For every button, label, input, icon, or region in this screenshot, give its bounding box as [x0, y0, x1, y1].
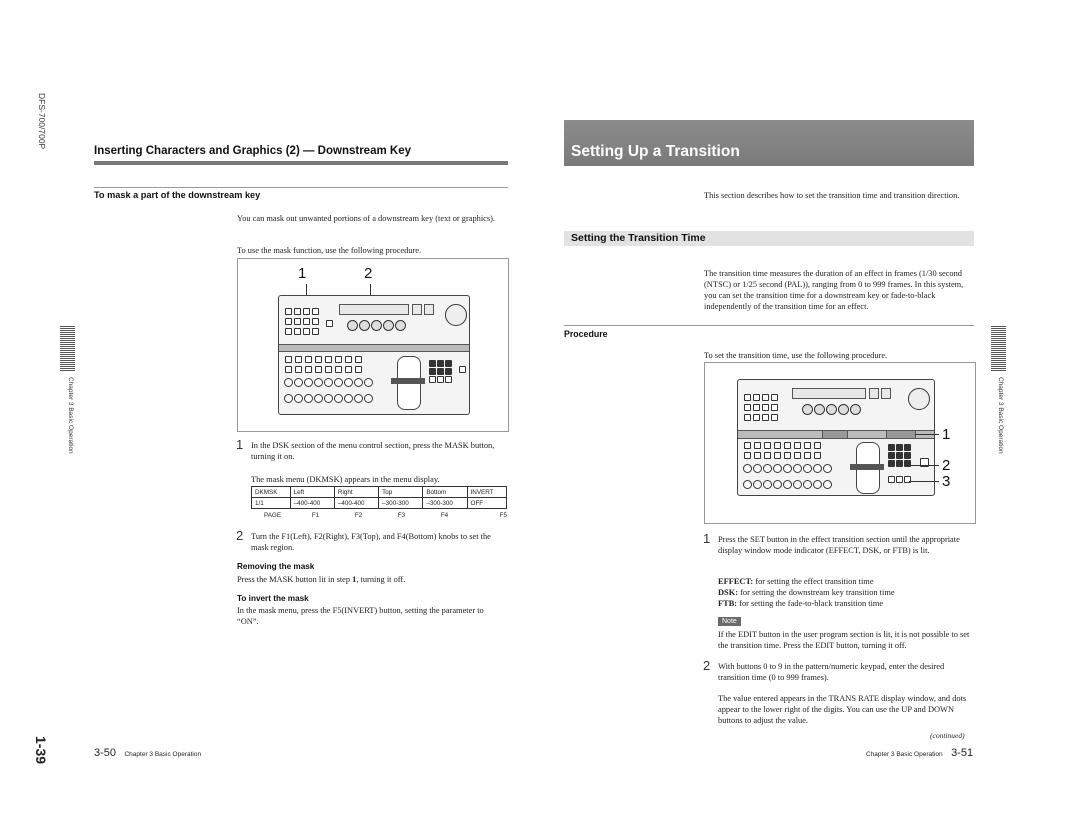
panel-button [794, 442, 801, 449]
crosspoint-button [284, 378, 293, 387]
panel-button [345, 356, 352, 363]
crosspoint-button [364, 378, 373, 387]
panel-button [303, 308, 310, 315]
figure-callout-2: 2 [364, 265, 373, 282]
procedure-rule [564, 325, 974, 326]
term-dsk: DSK: [718, 588, 739, 597]
continued-label: (continued) [930, 731, 965, 740]
section-rule [94, 187, 508, 188]
crosspoint-button [284, 394, 293, 403]
step-2-number: 2 [703, 658, 711, 673]
panel-button [744, 414, 751, 421]
crosspoint-button [334, 394, 343, 403]
panel-button [315, 366, 322, 373]
keypad-button [429, 376, 436, 383]
crosspoint-button [314, 394, 323, 403]
crosspoint-button [324, 378, 333, 387]
panel-button [762, 414, 769, 421]
crosspoint-button [354, 394, 363, 403]
table-cell: OFF [467, 498, 506, 509]
panel-button [345, 366, 352, 373]
keypad-button [904, 444, 911, 451]
menu-display [339, 304, 409, 315]
panel-button [312, 318, 319, 325]
fader-handle-icon [391, 378, 425, 384]
f2-knob [814, 404, 825, 415]
definition-dsk [718, 587, 970, 598]
table-row [252, 498, 507, 509]
set-button [888, 476, 895, 483]
panel-button [794, 452, 801, 459]
mask-menu-table [251, 486, 507, 509]
intro-paragraph-1: You can mask out unwanted portions of a downstream key (text or graphics). [237, 214, 496, 223]
f5-knob [850, 404, 861, 415]
f4-knob [383, 320, 394, 331]
panel-button [754, 442, 761, 449]
panel-button [744, 404, 751, 411]
table-cell: –300-300 [379, 498, 423, 509]
display-small-1 [869, 388, 879, 399]
panel-button [325, 366, 332, 373]
crosspoint-button [334, 378, 343, 387]
keypad-button [896, 444, 903, 451]
right-footer-number: 3-51 [951, 747, 974, 759]
table-cell: Top [379, 487, 423, 498]
panel-button [295, 356, 302, 363]
control-panel-figure-left [237, 258, 509, 432]
panel-button [764, 452, 771, 459]
trans-rate-display-2 [886, 430, 916, 439]
step-2-number: 2 [236, 528, 244, 543]
crosspoint-button [344, 394, 353, 403]
joystick-icon [445, 304, 467, 326]
panel-button [762, 394, 769, 401]
crosspoint-button [354, 378, 363, 387]
panel-button [294, 308, 301, 315]
remove-text-b: , turning it off. [356, 575, 406, 584]
crosspoint-button [753, 480, 762, 489]
step-1-text: In the DSK section of the menu control section, press the MASK button, turning it on. [251, 441, 495, 461]
keypad-button [437, 360, 444, 367]
page-title [564, 120, 974, 166]
right-intro: This section describes how to set the transition time and transition direction. [704, 191, 960, 200]
panel-button [305, 366, 312, 373]
crosspoint-button [344, 378, 353, 387]
crosspoint-button [823, 480, 832, 489]
step-2-paragraph: The value entered appears in the TRANS RATE display window, and dots appear to the lower right of the digits. You can use the UP and DOWN buttons to adjust the value. [718, 694, 967, 725]
crosspoint-button [763, 480, 772, 489]
remove-step-ref: 1 [352, 575, 357, 584]
callout-leader-3 [909, 481, 939, 482]
crosspoint-button [743, 480, 752, 489]
table-cell: Right [334, 487, 378, 498]
left-page-header: Inserting Characters and Graphics (2) — Downstream Key [94, 145, 411, 157]
panel-button [285, 308, 292, 315]
table-cell: DKMSK [252, 487, 291, 498]
panel-button [804, 442, 811, 449]
keypad-button [904, 452, 911, 459]
transition-paragraph: The transition time measures the duration of an effect in frames (1/30 second (NTSC) or 1/25 second (PAL)), ranging from 0 to 999 frames. In this system, you can set the transition time for a downstream key or fade-to-black independently of the transition time for an effect. [704, 269, 964, 311]
panel-button [814, 442, 821, 449]
panel-button [814, 452, 821, 459]
keypad-button [437, 376, 444, 383]
step-1-number: 1 [703, 531, 711, 546]
table-cell: Left [290, 487, 334, 498]
page-number-vertical: 1-39 [33, 736, 49, 765]
right-footer [866, 743, 973, 761]
f3-knob [826, 404, 837, 415]
keypad-button [437, 368, 444, 375]
invert-text: In the mask menu, press the F5(INVERT) button, setting the parameter to “ON”. [237, 606, 484, 626]
definition-ftb [718, 598, 970, 609]
crosspoint-button [743, 464, 752, 473]
table-cell: 1/1 [252, 498, 291, 509]
right-tab-hatch [991, 326, 1006, 371]
f5-knob [395, 320, 406, 331]
keypad-button [888, 444, 895, 451]
procedure-heading: Procedure [564, 329, 608, 339]
step-1-number: 1 [236, 437, 244, 452]
procedure-intro: To set the transition time, use the following procedure. [704, 351, 888, 360]
panel-button [784, 442, 791, 449]
crosspoint-button [773, 480, 782, 489]
keypad-button [888, 452, 895, 459]
crosspoint-button [753, 464, 762, 473]
f2-knob [359, 320, 370, 331]
figure-callout-2: 2 [942, 457, 951, 474]
callout-leader-2 [909, 465, 939, 466]
keypad-button [429, 368, 436, 375]
crosspoint-button [793, 464, 802, 473]
panel-button [771, 394, 778, 401]
step-2-text: Turn the F1(Left), F2(Right), F3(Top), and F4(Bottom) knobs to set the mask region. [251, 532, 491, 552]
callout-leader-1 [915, 434, 939, 435]
panel-button [744, 394, 751, 401]
crosspoint-button [813, 464, 822, 473]
fkey-label: F1 [311, 512, 320, 519]
table-cell: –400-400 [290, 498, 334, 509]
panel-button [774, 442, 781, 449]
keypad-button [888, 460, 895, 467]
mode-definitions [718, 576, 970, 609]
panel-button [762, 404, 769, 411]
switcher-console [737, 379, 935, 496]
panel-button [771, 404, 778, 411]
crosspoint-button [304, 394, 313, 403]
function-key-labels [251, 512, 507, 519]
note-text: If the EDIT button in the user program section is lit, it is not possible to set the transition time. Press the EDIT button, turning it off. [718, 630, 970, 650]
f1-knob [347, 320, 358, 331]
table-cell: –400-400 [334, 498, 378, 509]
crosspoint-button [823, 464, 832, 473]
display-small-2 [881, 388, 891, 399]
display-small-1 [412, 304, 422, 315]
desc-dsk: for setting the downstream key transition time [738, 588, 895, 597]
term-ftb: FTB: [718, 599, 738, 608]
crosspoint-button [364, 394, 373, 403]
panel-button [294, 328, 301, 335]
panel-button [459, 366, 466, 373]
panel-button [315, 356, 322, 363]
panel-button [335, 366, 342, 373]
invert-heading: To invert the mask [237, 594, 309, 603]
crosspoint-button [803, 480, 812, 489]
table-cell: Bottom [423, 487, 467, 498]
figure-callout-3: 3 [942, 473, 951, 490]
panel-button [305, 356, 312, 363]
panel-button [312, 328, 319, 335]
joystick-icon [908, 388, 930, 410]
up-button [896, 476, 903, 483]
panel-button [303, 318, 310, 325]
crosspoint-button [783, 480, 792, 489]
remove-text-a: Press the MASK button lit in step [237, 575, 353, 584]
section-heading: To mask a part of the downstream key [94, 190, 261, 200]
crosspoint-button [294, 378, 303, 387]
panel-button [312, 308, 319, 315]
keypad-button [445, 368, 452, 375]
f3-knob [371, 320, 382, 331]
panel-button [303, 328, 310, 335]
panel-button [753, 414, 760, 421]
panel-button [774, 452, 781, 459]
left-footer-number: 3-50 [94, 747, 117, 759]
desc-effect: for setting the effect transition time [753, 577, 874, 586]
crosspoint-button [813, 480, 822, 489]
f1-knob [802, 404, 813, 415]
keypad-button [445, 376, 452, 383]
panel-button [285, 318, 292, 325]
removing-heading: Removing the mask [237, 562, 315, 571]
panel-button [754, 452, 761, 459]
intro-paragraph-2: To use the mask function, use the following procedure. [237, 246, 422, 255]
crosspoint-button [783, 464, 792, 473]
trans-rate-display [822, 430, 848, 439]
panel-button [771, 414, 778, 421]
panel-button [285, 328, 292, 335]
subsection-bar [564, 231, 974, 246]
panel-button [285, 356, 292, 363]
menu-caption: The mask menu (DKMSK) appears in the menu display. [251, 475, 440, 484]
panel-button [355, 356, 362, 363]
header-rule [94, 161, 508, 165]
left-footer [94, 743, 201, 761]
note-badge: Note [718, 617, 741, 626]
left-tab-hatch [60, 326, 75, 371]
right-footer-chapter: Chapter 3 Basic Operation [866, 751, 943, 758]
figure-callout-1: 1 [942, 426, 951, 443]
panel-button [744, 442, 751, 449]
model-label: DFS-700/700P [37, 93, 47, 150]
switcher-console [278, 295, 470, 415]
table-cell: INVERT [467, 487, 506, 498]
panel-button [753, 404, 760, 411]
fkey-label: F3 [397, 512, 406, 519]
panel-button [355, 366, 362, 373]
crosspoint-button [324, 394, 333, 403]
term-effect: EFFECT: [718, 577, 754, 586]
crosspoint-button [773, 464, 782, 473]
f4-knob [838, 404, 849, 415]
fkey-label: F2 [354, 512, 363, 519]
subsection-title: Setting the Transition Time [571, 232, 706, 244]
status-strip [279, 344, 469, 352]
keypad-button [896, 452, 903, 459]
left-footer-chapter: Chapter 3 Basic Operation [124, 751, 202, 758]
panel-button [294, 318, 301, 325]
crosspoint-button [314, 378, 323, 387]
panel-button [764, 442, 771, 449]
panel-button [335, 356, 342, 363]
fkey-label: F4 [440, 512, 449, 519]
crosspoint-button [763, 464, 772, 473]
fkey-label: PAGE [263, 512, 282, 519]
panel-button [744, 452, 751, 459]
table-row [252, 487, 507, 498]
crosspoint-button [304, 378, 313, 387]
crosspoint-button [793, 480, 802, 489]
crosspoint-button [803, 464, 812, 473]
left-chapter-tab: Chapter 3 Basic Operation [67, 377, 74, 454]
panel-button [784, 452, 791, 459]
keypad-button [896, 460, 903, 467]
definition-effect [718, 576, 970, 587]
table-cell: –300-300 [423, 498, 467, 509]
figure-callout-1: 1 [298, 265, 307, 282]
step-1-text: Press the SET button in the effect transition section until the appropriate display window mode indicator (EFFECT, DSK, or FTB) is lit. [718, 535, 960, 555]
keypad-button [445, 360, 452, 367]
right-chapter-tab: Chapter 3 Basic Operation [997, 377, 1004, 454]
panel-button [285, 366, 292, 373]
panel-button [295, 366, 302, 373]
panel-button [325, 356, 332, 363]
panel-button [804, 452, 811, 459]
control-panel-figure-right [704, 362, 976, 524]
mask-button [326, 320, 333, 327]
fader-handle-icon [850, 464, 884, 470]
desc-ftb: for setting the fade-to-black transition time [737, 599, 884, 608]
removing-text [237, 574, 502, 585]
panel-button [753, 394, 760, 401]
step-2-text: With buttons 0 to 9 in the pattern/numeric keypad, enter the desired transition time (0 to 999 frames). [718, 662, 945, 682]
page-title-text: Setting Up a Transition [571, 143, 740, 160]
crosspoint-button [294, 394, 303, 403]
keypad-button [429, 360, 436, 367]
display-small-2 [424, 304, 434, 315]
fkey-label: F5 [499, 512, 507, 519]
menu-display [792, 388, 866, 399]
